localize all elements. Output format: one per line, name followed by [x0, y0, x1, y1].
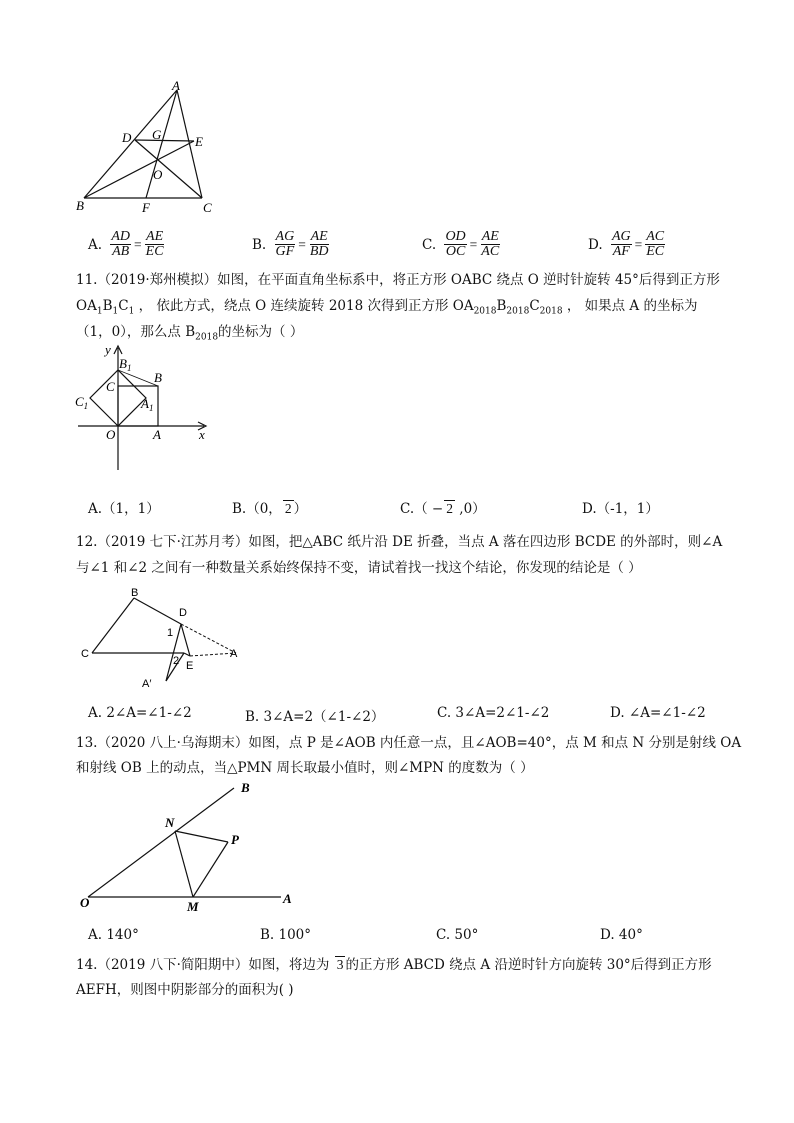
q13-label-n: N [165, 815, 175, 830]
q14-line-1: 14.（2019 八下·简阳期中）如图，将边为 3 的正方形 ABCD 绕点 A 沿逆时针方向旋转 30°后得到正方形 [76, 957, 712, 973]
q12-fold-figure [76, 586, 246, 696]
q11-option-a[interactable]: A.（1，1） [88, 501, 160, 517]
q12-label-b: B [131, 587, 139, 599]
q12-option-d[interactable]: D. ∠A=∠1-∠2 [610, 705, 706, 721]
q11-coordinate-figure [72, 340, 222, 475]
q11-option-b[interactable]: B.（0， 2 ） [232, 501, 308, 517]
q11-option-c[interactable]: C.（ − 2 ,0） [400, 501, 486, 517]
q13-label-m: M [187, 899, 199, 914]
q11-label-b1: $B_1$ [119, 356, 132, 373]
q10-option-c[interactable]: C. $\frac{OD}{OC}$ = $\frac{AE}{AC}$ [422, 229, 500, 259]
q11-label-c: C [106, 379, 115, 394]
q10-label-g: G [152, 127, 162, 142]
q14-line-2: AEFH，则图中阴影部分的面积为( ) [76, 982, 294, 998]
q12-label-e: E [186, 660, 194, 672]
q12-label-a-prime: A′ [142, 678, 152, 690]
q12-option-a[interactable]: A. 2∠A=∠1-∠2 [88, 705, 192, 721]
q12-option-b[interactable]: B. 3∠A=2（∠1-∠2） [245, 709, 385, 725]
q12-option-c[interactable]: C. 3∠A=2∠1-∠2 [437, 705, 550, 721]
q13-label-p: P [231, 832, 239, 847]
q12-line-2: 与∠1 和∠2 之间有一种数量关系始终保持不变，请试着找一找这个结论，你发现的结论是（ ） [76, 560, 642, 576]
q13-option-b[interactable]: B. 100° [260, 927, 312, 943]
q13-option-c[interactable]: C. 50° [436, 927, 479, 943]
q10-label-c: C [203, 200, 212, 215]
q10-label-o: O [153, 167, 163, 182]
q10-label-b: B [76, 198, 84, 213]
q11-line-3: （1，0），那么点 $B_{2018}$的坐标为（ ） [76, 324, 304, 343]
q13-label-b: B [241, 782, 250, 795]
q10-label-d: D [122, 130, 132, 145]
q11-label-a: A [153, 427, 161, 442]
q13-option-a[interactable]: A. 140° [88, 927, 139, 943]
q13-label-o: O [80, 895, 90, 910]
q10-option-a[interactable]: A. $\frac{AD}{AB}$ = $\frac{AE}{EC}$ [88, 229, 164, 259]
q11-option-d[interactable]: D.（-1，1） [582, 501, 659, 517]
q11-label-y: y [105, 342, 111, 357]
q11-line-2: $OA_1B_1C_1$ ， 依此方式，绕点 O 连续旋转 2018 次得到正方形 $OA_{2018}B_{2018}C_{2018}$ ， 如果点 A 的坐标为 [76, 298, 698, 317]
q13-line-2: 和射线 OB 上的动点，当△PMN 周长取最小值时，则∠MPN 的度数为（ ） [76, 760, 534, 776]
q12-label-d: D [179, 607, 187, 619]
q13-label-a: A [283, 891, 292, 906]
q13-option-d[interactable]: D. 40° [600, 927, 643, 943]
q11-label-x: x [199, 427, 205, 442]
q11-label-b: B [154, 370, 162, 385]
q12-label-a: A [230, 648, 238, 660]
q10-option-d[interactable]: D. $\frac{AG}{AF}$ = $\frac{AC}{EC}$ [588, 229, 665, 259]
q13-line-1: 13.（2020 八上·乌海期末）如图，点 P 是∠AOB 内任意一点，且∠AOB=40°，点 M 和点 N 分别是射线 OA [76, 735, 742, 751]
q11-line-1: 11.（2019·郑州模拟）如图，在平面直角坐标系中，将正方形 OABC 绕点 O 逆时针旋转 45°后得到正方形 [76, 272, 720, 288]
q11-label-a1: $A_1$ [141, 396, 154, 413]
q10-label-a: A [172, 78, 180, 93]
q12-label-angle-1: 1 [167, 627, 174, 639]
q11-label-c1: $C_1$ [75, 394, 89, 411]
q10-label-f: F [142, 200, 150, 215]
q12-label-angle-2: 2 [173, 655, 180, 667]
q11-label-o: O [106, 427, 116, 442]
q12-label-c: C [81, 648, 89, 660]
q10-triangle-figure [72, 78, 232, 218]
q13-angle-figure [76, 782, 306, 917]
q10-option-b[interactable]: B. $\frac{AG}{GF}$ = $\frac{AE}{BD}$ [252, 229, 329, 259]
q12-line-1: 12.（2019 七下·江苏月考）如图，把△ABC 纸片沿 DE 折叠，当点 A 落在四边形 BCDE 的外部时，则∠A [76, 534, 723, 550]
q10-label-e: E [195, 134, 203, 149]
